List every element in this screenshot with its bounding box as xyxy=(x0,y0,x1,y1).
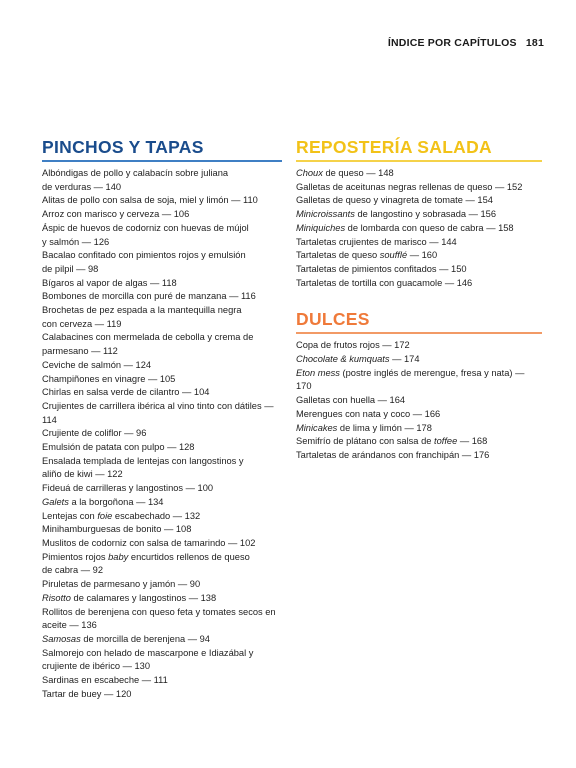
index-entry xyxy=(42,523,282,537)
index-entry xyxy=(42,633,282,647)
dulces-block xyxy=(296,309,542,462)
index-entry xyxy=(296,339,542,353)
entry-text: encurtidos rellenos de queso de cabra — 92 xyxy=(42,551,250,576)
entry-italic-term: Minicakes xyxy=(296,422,338,433)
entry-text: Ceviche de salmón — 124 xyxy=(42,359,152,370)
entry-text: de morcilla de berenjena — 94 xyxy=(80,633,210,644)
entry-italic-term: baby xyxy=(108,551,129,562)
index-entry xyxy=(42,167,282,194)
index-entry xyxy=(296,277,542,291)
entry-text: de queso — 148 xyxy=(322,168,394,178)
index-entry xyxy=(296,449,542,463)
entry-text: Rollitos de berenjena con queso feta y tomates secos en aceite — 136 xyxy=(42,606,276,631)
entry-italic-term: soufflé xyxy=(379,250,408,261)
index-entry xyxy=(42,277,282,291)
index-entry xyxy=(296,181,542,195)
entry-text: Brochetas de pez espada a la mantequilla negra con cerveza — 119 xyxy=(42,305,242,329)
index-entry xyxy=(42,551,282,578)
index-entry xyxy=(296,408,542,422)
index-entry xyxy=(296,422,542,436)
entry-text: Semifrío de plátano con salsa de xyxy=(296,436,434,447)
index-entry xyxy=(42,482,282,496)
page-number: 181 xyxy=(525,37,544,49)
entry-text: Galletas de aceitunas negras rellenas de queso — 152 xyxy=(296,181,523,192)
index-entry xyxy=(296,263,542,277)
index-entry xyxy=(42,647,282,674)
index-entry xyxy=(296,222,542,236)
running-header xyxy=(388,37,544,49)
index-entry xyxy=(42,359,282,373)
entry-text: — 160 xyxy=(407,250,438,261)
index-entry xyxy=(42,208,282,222)
entry-text: de langostino y sobrasada — 156 xyxy=(354,209,497,220)
entry-text: Piruletas de parmesano y jamón — 90 xyxy=(42,579,201,590)
index-entry xyxy=(42,606,282,633)
section-title-reposteria: REPOSTERÍA SALADA xyxy=(296,137,542,162)
entry-italic-term: Chocolate & kumquats xyxy=(296,354,390,365)
entry-text: (postre inglés de merengue, fresa y nata) — 170 xyxy=(296,367,525,392)
entry-text: de calamares y langostinos — 138 xyxy=(70,592,217,603)
entry-text: Merengues con nata y coco — 166 xyxy=(296,408,441,419)
entry-text: Pimientos rojos xyxy=(42,551,109,562)
index-entry xyxy=(296,249,542,263)
index-entry xyxy=(42,194,282,208)
left-column xyxy=(42,137,282,701)
index-entry xyxy=(42,386,282,400)
entry-text: Sardinas en escabeche — 111 xyxy=(42,675,168,686)
entry-text: Arroz con marisco y cerveza — 106 xyxy=(42,209,190,220)
entry-italic-term: Galets xyxy=(42,496,69,507)
entry-italic-term: toffee xyxy=(434,436,458,447)
entry-text: Crujiente de coliflor — 96 xyxy=(42,428,147,439)
index-entry xyxy=(42,304,282,331)
entry-text: Fideuá de carrilleras y langostinos — 100 xyxy=(42,483,214,494)
chapter-index-title: ÍNDICE POR CAPÍTULOS xyxy=(387,37,517,49)
entry-italic-term: Miniquiches xyxy=(296,222,346,233)
index-entry xyxy=(42,249,282,276)
index-entry xyxy=(296,194,542,208)
entry-text: Minihamburguesas de bonito — 108 xyxy=(42,524,192,535)
entry-text: Emulsión de patata con pulpo — 128 xyxy=(42,442,195,453)
entry-text: Bombones de morcilla con puré de manzana — 116 xyxy=(42,291,256,302)
index-entry xyxy=(296,236,542,250)
entry-text: escabechado — 132 xyxy=(112,510,201,521)
entry-text: — 168 xyxy=(457,436,488,447)
entry-text: Ensalada templada de lentejas con langostinos y aliño de kiwi — 122 xyxy=(42,455,244,480)
index-entry xyxy=(42,455,282,482)
index-entry xyxy=(42,510,282,524)
entry-text: Crujientes de carrillera ibérica al vino tinto con dátiles — 114 xyxy=(42,400,274,425)
index-entry xyxy=(296,353,542,367)
index-entry xyxy=(42,427,282,441)
index-entry xyxy=(42,688,282,702)
reposteria-list xyxy=(296,167,542,290)
entry-text: Tartaletas crujientes de marisco — 144 xyxy=(296,236,457,247)
entry-text: Tartaletas de queso xyxy=(296,250,380,261)
entry-text: Tartaletas de tortilla con guacamole — 146 xyxy=(296,277,473,288)
entry-text: Tartaletas de arándanos con franchipán — 176 xyxy=(296,449,490,460)
index-entry xyxy=(42,290,282,304)
entry-text: Galletas con huella — 164 xyxy=(296,395,406,406)
entry-italic-term: Minicroissants xyxy=(296,209,355,220)
entry-text: Galletas de queso y vinagreta de tomate — 154 xyxy=(296,195,493,206)
index-entry xyxy=(296,208,542,222)
index-entry xyxy=(42,674,282,688)
entry-text: Salmorejo con helado de mascarpone e Idiazábal y crujiente de ibérico — 130 xyxy=(42,647,254,672)
entry-text: Bígaros al vapor de algas — 118 xyxy=(42,277,177,288)
index-entry xyxy=(296,367,542,394)
entry-italic-term: Samosas xyxy=(42,633,81,644)
entry-italic-term: Risotto xyxy=(42,592,71,603)
entry-text: — 174 xyxy=(389,354,420,365)
entry-text: Champiñones en vinagre — 105 xyxy=(42,373,176,384)
section-title-dulces: DULCES xyxy=(296,309,542,334)
index-entry xyxy=(42,537,282,551)
entry-text: Tartaletas de pimientos confitados — 150 xyxy=(296,263,467,274)
entry-text: Calabacines con mermelada de cebolla y crema de parmesano — 112 xyxy=(42,332,254,357)
index-entry xyxy=(42,400,282,427)
index-entry xyxy=(296,167,542,181)
dulces-list xyxy=(296,339,542,462)
entry-italic-term: Choux xyxy=(296,168,323,178)
section-title-pinchos: PINCHOS Y TAPAS xyxy=(42,137,282,162)
index-entry xyxy=(42,578,282,592)
index-entry xyxy=(42,373,282,387)
entry-text: de lombarda con queso de cabra — 158 xyxy=(345,222,514,233)
entry-italic-term: foie xyxy=(97,510,113,521)
index-entry xyxy=(296,435,542,449)
entry-text: Alitas de pollo con salsa de soja, miel y limón — 110 xyxy=(42,195,258,206)
index-entry xyxy=(42,222,282,249)
right-column xyxy=(296,137,542,463)
entry-text: Albóndigas de pollo y calabacín sobre juliana de verduras — 140 xyxy=(42,168,229,192)
entry-text: a la borgoñona — 134 xyxy=(68,496,164,507)
entry-text: Muslitos de codorniz con salsa de tamarindo — 102 xyxy=(42,537,256,548)
entry-text: de lima y limón — 178 xyxy=(337,422,432,433)
index-entry xyxy=(42,331,282,358)
index-entry xyxy=(42,496,282,510)
index-entry xyxy=(42,592,282,606)
index-entry xyxy=(296,394,542,408)
entry-italic-term: Eton mess xyxy=(296,367,340,378)
entry-text: Chirlas en salsa verde de cilantro — 104 xyxy=(42,387,210,398)
entry-text: Bacalao confitado con pimientos rojos y emulsión de pilpil — 98 xyxy=(42,250,246,274)
entry-text: Lentejas con xyxy=(42,510,98,521)
entry-text: Áspic de huevos de codorniz con huevas de mújol y salmón — 126 xyxy=(42,222,249,247)
index-entry xyxy=(42,441,282,455)
entry-text: Tartar de buey — 120 xyxy=(42,688,132,699)
entry-text: Copa de frutos rojos — 172 xyxy=(296,340,410,351)
pinchos-list xyxy=(42,167,282,701)
